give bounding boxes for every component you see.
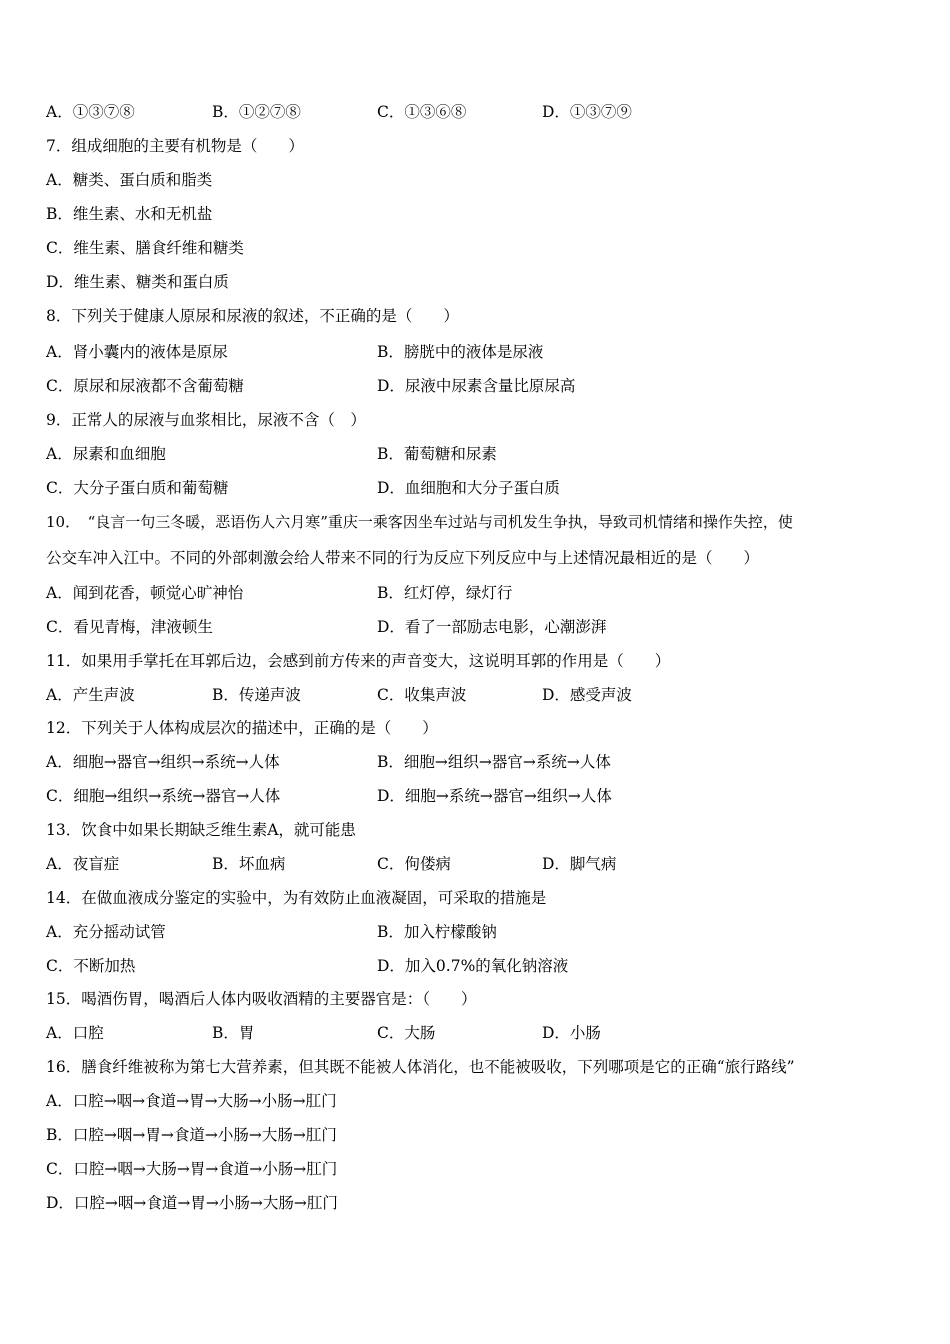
q7-option-d: D．维生素、糖类和蛋白质 xyxy=(46,273,229,291)
q7-option-c: C．维生素、膳食纤维和糖类 xyxy=(46,239,244,257)
q14-option-b: B．加入柠檬酸钠 xyxy=(377,923,497,941)
q14-option-a: A．充分摇动试管 xyxy=(46,923,166,941)
q15-option-c: C．大肠 xyxy=(377,1024,436,1042)
q9-stem: 9．正常人的尿液与血浆相比，尿液不含（ ） xyxy=(46,411,366,429)
q16-option-b: B．口腔→咽→胃→食道→小肠→大肠→肛门 xyxy=(46,1126,337,1144)
q9-option-a: A．尿素和血细胞 xyxy=(46,445,166,463)
q7-option-a: A．糖类、蛋白质和脂类 xyxy=(46,171,213,189)
q12-option-b: B．细胞→组织→器官→系统→人体 xyxy=(377,753,611,771)
q10-option-b: B．红灯停，绿灯行 xyxy=(377,584,513,602)
q14-stem: 14．在做血液成分鉴定的实验中，为有效防止血液凝固，可采取的措施是 xyxy=(46,889,547,907)
q8-stem: 8．下列关于健康人原尿和尿液的叙述，不正确的是（ ） xyxy=(46,307,459,325)
q6-option-c: C．①③⑥⑧ xyxy=(377,103,467,121)
q10-stem-line2: 公交车冲入江中。不同的外部刺激会给人带来不同的行为反应下列反应中与上述情况最相近的是（ ） xyxy=(46,549,760,567)
q6-option-b: B．①②⑦⑧ xyxy=(212,103,301,121)
q13-stem: 13．饮食中如果长期缺乏维生素A，就可能患 xyxy=(46,821,356,839)
q15-stem: 15．喝酒伤胃，喝酒后人体内吸收酒精的主要器官是：（ ） xyxy=(46,990,477,1008)
q10-stem-line1: 10． “良言一句三冬暖，恶语伤人六月寒”重庆一乘客因坐车过站与司机发生争执，导致司机情绪和操作失控，使 xyxy=(46,513,793,531)
q15-option-d: D．小肠 xyxy=(542,1024,601,1042)
q8-option-a: A．肾小囊内的液体是原尿 xyxy=(46,343,228,361)
q7-stem: 7．组成细胞的主要有机物是（ ） xyxy=(46,137,304,155)
q15-option-a: A．口腔 xyxy=(46,1024,104,1042)
q13-option-c: C．佝偻病 xyxy=(377,855,451,873)
q8-option-d: D．尿液中尿素含量比原尿高 xyxy=(377,377,576,395)
q13-option-b: B．坏血病 xyxy=(212,855,286,873)
q13-option-a: A．夜盲症 xyxy=(46,855,120,873)
q10-option-c: C．看见青梅，津液顿生 xyxy=(46,618,213,636)
q12-stem: 12．下列关于人体构成层次的描述中，正确的是（ ） xyxy=(46,719,438,737)
q10-option-a: A．闻到花香，顿觉心旷神怡 xyxy=(46,584,244,602)
q16-option-c: C．口腔→咽→大肠→胃→食道→小肠→肛门 xyxy=(46,1160,338,1178)
q9-option-b: B．葡萄糖和尿素 xyxy=(377,445,497,463)
q16-option-d: D．口腔→咽→食道→胃→小肠→大肠→肛门 xyxy=(46,1194,338,1212)
q12-option-d: D．细胞→系统→器官→组织→人体 xyxy=(377,787,612,805)
q10-option-d: D．看了一部励志电影，心潮澎湃 xyxy=(377,618,607,636)
q12-option-a: A．细胞→器官→组织→系统→人体 xyxy=(46,753,280,771)
q8-option-b: B．膀胱中的液体是尿液 xyxy=(377,343,544,361)
q11-stem: 11．如果用手掌托在耳郭后边，会感到前方传来的声音变大，这说明耳郭的作用是（ ） xyxy=(46,652,671,670)
q9-option-d: D．血细胞和大分子蛋白质 xyxy=(377,479,560,497)
q9-option-c: C．大分子蛋白质和葡萄糖 xyxy=(46,479,229,497)
q14-option-c: C．不断加热 xyxy=(46,957,136,975)
q16-option-a: A．口腔→咽→食道→胃→大肠→小肠→肛门 xyxy=(46,1092,337,1110)
q6-option-a: A．①③⑦⑧ xyxy=(46,103,135,121)
q6-option-d: D．①③⑦⑨ xyxy=(542,103,632,121)
q7-option-b: B．维生素、水和无机盐 xyxy=(46,205,213,223)
q11-option-d: D．感受声波 xyxy=(542,686,632,704)
q8-option-c: C．原尿和尿液都不含葡萄糖 xyxy=(46,377,244,395)
q14-option-d: D．加入0.7%的氧化钠溶液 xyxy=(377,957,569,975)
q16-stem: 16．膳食纤维被称为第七大营养素，但其既不能被人体消化，也不能被吸收，下列哪项是它的正确“旅行路线” xyxy=(46,1058,795,1076)
q11-option-b: B．传递声波 xyxy=(212,686,301,704)
q11-option-a: A．产生声波 xyxy=(46,686,135,704)
q11-option-c: C．收集声波 xyxy=(377,686,467,704)
q13-option-d: D．脚气病 xyxy=(542,855,617,873)
q15-option-b: B．胃 xyxy=(212,1024,255,1042)
q12-option-c: C．细胞→组织→系统→器官→人体 xyxy=(46,787,281,805)
